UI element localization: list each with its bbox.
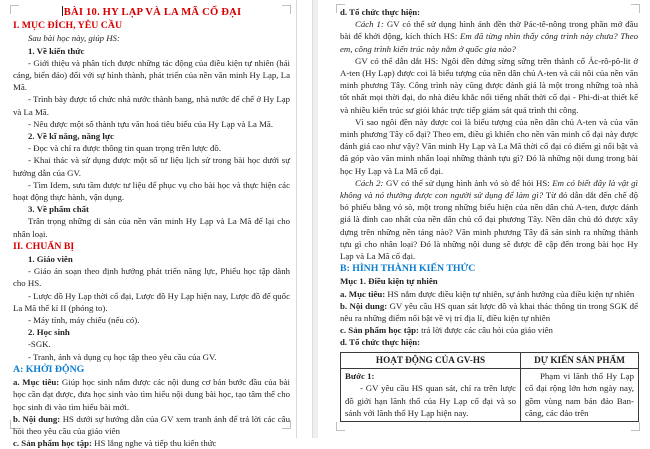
page-2-paragraphs [340, 6, 638, 349]
paragraph [13, 130, 290, 142]
text-run: 1. Về kiến thức [28, 45, 85, 56]
page-1[interactable] [0, 0, 296, 449]
text-run: HS nắm được điều kiện tự nhiên, sự ảnh hưởng của điều kiện tự nhiên [385, 288, 635, 299]
paragraph [13, 376, 290, 413]
paragraph [345, 382, 516, 419]
text-run: I. MỤC ĐÍCH, YÊU CẦU [13, 20, 123, 32]
activity-table-header-row [341, 352, 639, 369]
paragraph [13, 142, 290, 154]
text-run: - GV yêu cầu HS quan sát, chỉ ra trên lược đồ giới hạn lãnh thổ của Hy Lạp cổ đại và so sánh với lãnh thổ Hy Lạp hiện nay. [345, 383, 516, 418]
paragraph [525, 370, 634, 419]
paragraph [13, 118, 290, 130]
text-run: c. Sản phẩm học tập: [340, 325, 419, 336]
text-run: c. Sản phẩm học tập: [13, 438, 92, 449]
text-run: HS lắng nghe và tiếp thu kiến thức [91, 438, 217, 449]
paragraph [340, 55, 638, 116]
paragraph [13, 326, 290, 338]
text-run: Cách 1: [355, 19, 384, 30]
paragraph [13, 265, 290, 289]
text-run: GV có thể sử dụng hình ảnh vỏ sò để hỏi HS: [383, 177, 553, 188]
paragraph [345, 370, 516, 382]
text-run: GV có thể sử dụng hình ảnh đền thờ Pác-tê-nông trong phần mở đầu bài để khởi động, kích thích HS: [340, 19, 638, 42]
text-run: b. Nội dung: [340, 300, 388, 311]
text-run: Sau bài học này, giúp HS: [28, 33, 120, 44]
text-run: 3. Về phẩm chất [28, 204, 89, 215]
section-heading-1 [13, 19, 290, 32]
text-run: Mục 1. Điều kiện tự nhiên [340, 276, 438, 287]
text-run: - Nêu được một số thành tựu văn hoá tiêu biểu của Hy Lạp và La Mã. [28, 118, 274, 129]
text-run: - Giáo án soạn theo định hướng phát triển năng lực, Phiếu học tập dành cho HS. [13, 266, 290, 289]
text-run: - Lược đồ Hy Lạp thời cổ đại, Lược đồ Hy Lạp hiện nay, Lược đồ đế quốc La Mã thế kỉ II (phóng to). [13, 290, 290, 313]
paragraph [340, 116, 638, 177]
paragraph [13, 32, 290, 44]
text-run: - Tranh, ảnh và dụng cụ học tập theo yêu cầu của GV. [28, 351, 217, 362]
section-heading-2 [13, 240, 290, 253]
text-run: Bước 1: [345, 371, 375, 382]
text-run: - Trình bày được tổ chức nhà nước thành bang, nhà nước đế chế ở Hy Lạp và La Mã. [13, 94, 290, 117]
page-1-content [13, 6, 290, 449]
section-heading-b [340, 262, 638, 275]
paragraph [13, 179, 290, 203]
text-run: Em đã từng nhìn thấy công trình này chưa? Theo em, công trình kiến trúc này nằm ở quốc gia nào? [340, 31, 638, 54]
activity-cell [341, 369, 521, 422]
activity-table [340, 352, 639, 422]
text-run: BÀI 10. HY LẠP VÀ LA MÃ CỔ ĐẠI [63, 7, 242, 18]
text-run: - Tìm Idem, sưu tầm được tư liệu để phục vụ cho bài học và thực hiện các hoạt động thực hành, vận dụng. [13, 179, 290, 203]
paragraph [13, 45, 290, 57]
text-run: II. CHUẨN BỊ [13, 240, 75, 252]
text-boundary-mark [631, 422, 640, 431]
document-title [13, 6, 290, 19]
page-divider [296, 0, 297, 438]
text-run: B: HÌNH THÀNH KIẾN THỨC [340, 263, 476, 275]
activity-table-row [341, 369, 639, 422]
paragraph [13, 437, 290, 449]
text-run: Vì sao ngôi đền này được coi là biểu tượng của nền dân chủ A-ten và của văn minh phương Tây cổ đại? Theo em, điều gì khiến cho nền văn minh cổ đại này được đánh giá cao như vậy? Văn minh Hy Lạp và La Mã thời cổ đại có điểm gì nổi bật và đã góp vào văn minh nhân loại những thành tựu gì? Đó là những nội dung trong bài học Hy Lạp và La Mã cổ đại. [340, 116, 638, 176]
text-run: Phạm vi lãnh thổ Hy Lạp cổ đại rộng lớn hơn ngày nay, gồm vùng nam bán đảo Ban-căng, các đảo trên [525, 371, 634, 418]
paragraph [340, 324, 638, 336]
text-run: GV có thể dẫn dắt HS: Ngôi đền đứng sừng sững trên thành cổ Ác-rô-pô-lit ở A-ten (Hy Lạp) được coi là biểu tượng của nền dân chủ A-ten và cái nôi của nền văn minh phương Tây. Công trình này cũng được đánh giá là một trong những toà nhà tốt nhất mọi thời đại, do nhà điêu khắc nổi tiếng nhất thời cổ đại - Phi-đi-at thiết kế và nhiều kiến trúc sư giỏi khác trực tiếp giám sát quá trình thi công. [340, 55, 638, 115]
text-run: d. Tổ chức thực hiện: [340, 337, 421, 348]
paragraph [13, 290, 290, 314]
text-run: - Đọc và chỉ ra được thông tin quan trọng trên lược đồ. [28, 143, 222, 154]
text-run: Trân trọng những di sản của nền văn minh Hy Lạp và La Mã để lại cho nhân loại. [13, 216, 290, 239]
text-run: GV yêu cầu HS quan sát lược đồ và khai thác thông tin trong SGK để nêu ra những điểm nổi bật về vị trí địa lí, điều kiện tự nhiên [340, 300, 638, 324]
text-run: Giúp học sinh nắm được các nội dung cơ bản bước đầu của bài học cần đạt được, đưa học sinh vào tìm hiểu nội dung bài học, tạo tâm thế cho học sinh đi vào tìm hiểu bài mới. [13, 377, 290, 412]
product-column-header: DỰ KIẾN SẢN PHẨM [521, 352, 639, 369]
paragraph [340, 177, 638, 262]
text-run: Cách 2: [355, 177, 384, 188]
text-run: HS dưới sự hướng dẫn của GV xem tranh ảnh để trả lời các câu hỏi theo yêu cầu của giáo viên [13, 413, 290, 436]
text-run: 2. Về kĩ năng, năng lực [28, 131, 115, 142]
text-run: Từ đó dẫn dắt đến chế độ bỏ phiếu bằng vỏ sò, một trong những biểu hiện của nền dân chủ A-ten, được đánh giá là đỉnh cao nhất của nền dân chủ cổ đại phương Tây. Nền dân chủ đó được xây dựng trên những nền tảng nào? Văn minh phương Tây đã sản sinh ra những thành tựu gì cho nhân loại? Đó là những nội dung sẽ được đề cập đến trong bài học Hy Lạp và La Mã cổ đại. [340, 190, 638, 262]
text-run: d. Tổ chức thực hiện: [340, 7, 421, 17]
paragraph [13, 338, 290, 350]
text-run: -SGK. [28, 339, 51, 350]
text-run: 1. Giáo viên [28, 254, 73, 265]
paragraph [340, 288, 638, 300]
paragraph [13, 154, 290, 178]
text-run: - Khai thác và sử dụng được một số tư liệu lịch sử trong bài học dưới sự hướng dẫn của GV. [13, 155, 290, 178]
text-run: trả lời được các câu hỏi của giáo viên [418, 325, 553, 336]
product-cell-text [525, 370, 634, 419]
paragraph [13, 57, 290, 94]
text-run: a. Mục tiêu: [13, 377, 60, 388]
paragraph [13, 413, 290, 437]
paragraph [13, 93, 290, 117]
product-cell [521, 369, 639, 422]
paragraph [340, 275, 638, 287]
paragraph [340, 336, 638, 348]
page-2[interactable] [318, 0, 650, 438]
text-run: A: KHỞI ĐỘNG [13, 363, 85, 375]
text-run: 2. Học sinh [28, 327, 70, 338]
activity-cell-text [345, 370, 516, 419]
paragraph [13, 203, 290, 215]
paragraph [13, 314, 290, 326]
text-boundary-mark [336, 422, 345, 431]
text-run: - Máy tính, máy chiếu (nếu có). [28, 315, 140, 326]
paragraph [340, 18, 638, 55]
text-run: b. Nội dung: [13, 413, 61, 424]
text-run: - Giới thiệu và phân tích được những tác động của điều kiện tự nhiên (hải cảng, biển đảo) đối với sự hình thành, phát triển của nền văn minh Hy Lạp, La Mã. [13, 57, 290, 93]
section-heading-a [13, 363, 290, 376]
text-cursor [62, 6, 63, 16]
paragraph [13, 215, 290, 239]
paragraph [340, 6, 638, 18]
page-2-content [340, 6, 638, 422]
activity-column-header: HOẠT ĐỘNG CỦA GV-HS [341, 352, 521, 369]
text-run: a. Mục tiêu: [340, 288, 386, 299]
paragraph [340, 300, 638, 324]
text-run: Em có biết đây là vật gì không và nó thường được con người sử dụng để làm gì? [340, 177, 638, 201]
paragraph [13, 351, 290, 363]
paragraph [13, 253, 290, 265]
